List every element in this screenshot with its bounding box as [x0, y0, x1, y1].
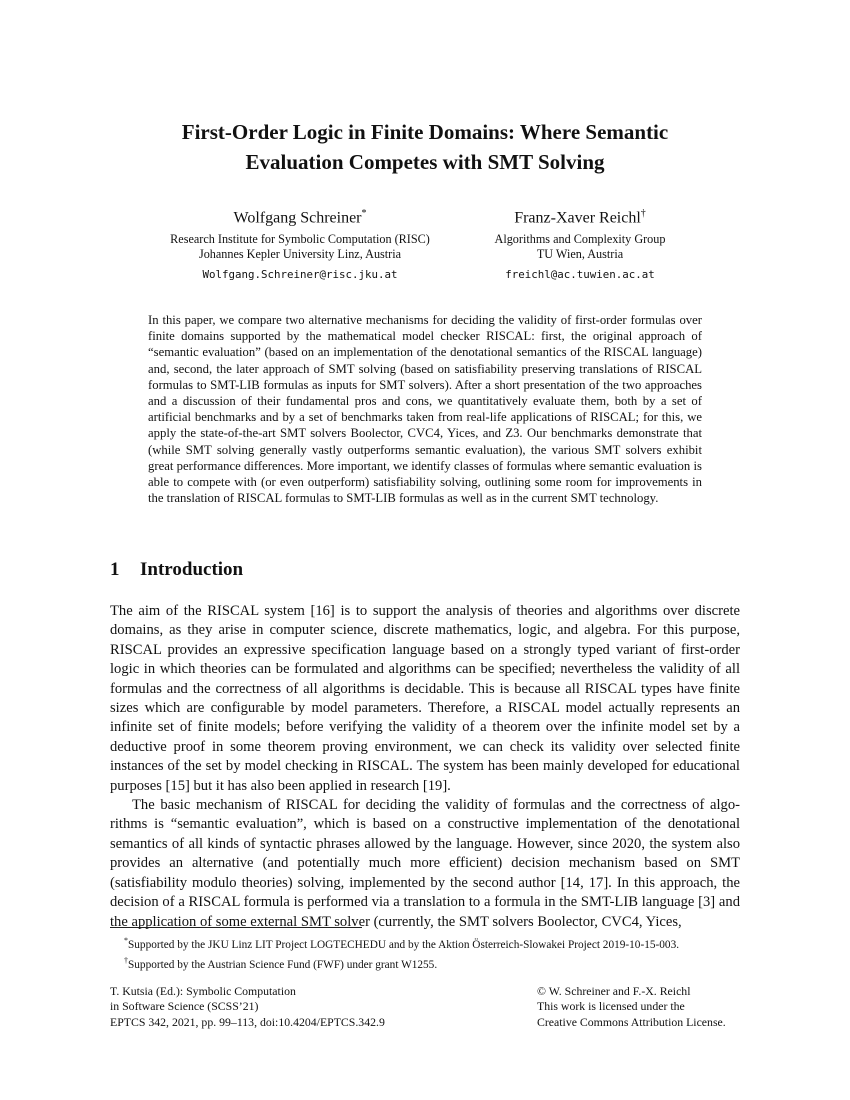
author-name: Franz-Xaver Reichl	[514, 209, 641, 227]
author-block-2	[455, 202, 705, 283]
footer-line: EPTCS 342, 2021, pp. 99–113, doi:10.4204/EPTCS.342.9	[110, 1014, 385, 1029]
affiliation-line: Research Institute for Symbolic Computation (RISC)	[170, 232, 430, 247]
affiliation-line: TU Wien, Austria	[536, 246, 624, 261]
footnote-mark: *	[124, 936, 128, 945]
footnotes	[110, 933, 750, 973]
author-name: Wolfgang Schreiner	[233, 209, 362, 227]
paper-title	[100, 117, 750, 177]
footer-line: © W. Schreiner and F.-X. Reichl	[537, 984, 691, 998]
author-footnote-mark: †	[640, 208, 646, 219]
footnote-rule	[110, 927, 362, 928]
author-email: freichl@ac.tuwien.ac.at	[505, 268, 655, 282]
affiliation-line: Johannes Kepler University Linz, Austria	[198, 246, 402, 261]
paragraph: The aim of the RISCAL system [16] is to support the analysis of theories and algorithms over discrete domains, as they arise in computer science, discrete mathematics, logic, and algebra. For this purpose, RISCAL provides an expressive specification language based on a strongly typed variant of first-order logic in which theories can be formulated and algorithms can be specified; nevertheless the validity of all formulas and the correctness of all algorithms is decidable. This is because all RISCAL types have finite sizes which are configurable by model parameters. Therefore, a RISCAL model actually represents an infinite set of finite models; before verifying the validity of a theorem over the infinite model set by a deductive proof in some theorem proving environment, we can check its validity over selected finite instances of the set by model checking in RISCAL. The system has been mainly developed for educational purposes [15] but it has also been applied in research [19].	[110, 603, 740, 794]
title-line-2: Evaluation Competes with SMT Solving	[245, 150, 605, 174]
footnote-mark: †	[124, 955, 128, 965]
section-number: 1	[110, 559, 120, 580]
section-heading	[110, 557, 243, 583]
footnote	[110, 953, 750, 973]
body-text	[110, 602, 740, 932]
title-line-1: First-Order Logic in Finite Domains: Where Semantic	[181, 120, 669, 144]
footnote-text: Supported by the Austrian Science Fund (FWF) under grant W1255.	[128, 958, 438, 971]
footer-line: This work is licensed under the	[537, 999, 685, 1014]
footnote	[110, 933, 750, 953]
publication-info	[110, 984, 490, 1030]
footer-line: Creative Commons Attribution License.	[537, 1014, 726, 1029]
license-info	[537, 984, 757, 1030]
affiliation-line: Algorithms and Complexity Group	[494, 232, 666, 247]
footnote-text: Supported by the JKU Linz LIT Project LOGTECHEDU and by the Aktion Österreich-Slowakei Project 2019-10-15-003.	[128, 938, 680, 951]
author-block-1	[160, 202, 440, 283]
abstract: In this paper, we compare two alternative mechanisms for deciding the validity of first-order formulas over finite domains supported by the mathematical model checker RISCAL: first, the original approach of “semantic evaluation” (based on an implementation of the denotational semantics of the RISCAL language) and, second, the later approach of SMT solving (based on satisfiability preserving translations of RISCAL formulas to SMT-LIB formulas as inputs for SMT solvers). After a short presentation of the two approaches and a discussion of their fundamental pros and cons, we quantitatively evaluate them, both by a set of artificial benchmarks and by a set of benchmarks taken from real-life applications of RISCAL; for this, we apply the state-of-the-art SMT solvers Boolector, CVC4, Yices, and Z3. Our benchmarks demonstrate that (while SMT solving generally vastly outperforms semantic evaluation), the various SMT solvers exhibit great performance differences. More important, we identify classes of formulas where semantic evaluation is able to compete with (or even outperform) satisfiability solving, outlining some room for improvements in the translation of RISCAL formulas to SMT-LIB formulas as well as in the current SMT technology.	[148, 313, 702, 506]
footer-line: T. Kutsia (Ed.): Symbolic Computation	[110, 984, 296, 998]
author-footnote-mark: *	[361, 208, 367, 219]
paragraph: The basic mechanism of RISCAL for deciding the validity of formulas and the correctness of algorithms is “semantic evaluation”, which is based on a constructive implementation of the denotational semantics of all kinds of syntactic phrases allowed by the language. However, since 2020, the system also provides an alternative (and potentially much more efficient) decision mechanism based on SMT (satisfiability modulo theories) solving, implemented by the second author [14, 17]. In this approach, the decision of a RISCAL formula is performed via a translation to a formula in the SMT-LIB language [3] and the application of some external SMT solver (currently, the SMT solvers Boolector, CVC4, Yices,	[110, 797, 740, 930]
footer-line: in Software Science (SCSS’21)	[110, 999, 259, 1014]
author-email: Wolfgang.Schreiner@risc.jku.at	[202, 268, 398, 282]
section-title: Introduction	[140, 559, 244, 580]
